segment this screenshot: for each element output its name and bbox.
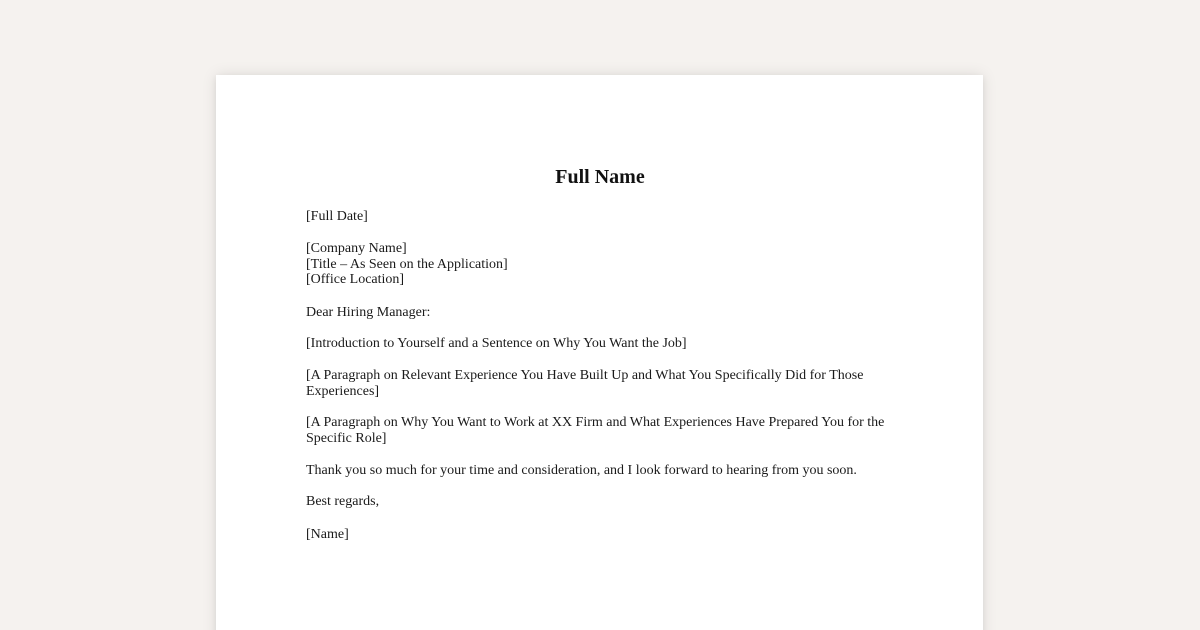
document-title: Full Name <box>555 166 645 188</box>
motivation-paragraph: [A Paragraph on Why You Want to Work at XX Firm and What Experiences Have Prepared You for the Specific Role] <box>306 415 885 446</box>
closing: Best regards, <box>306 494 380 509</box>
salutation: Dear Hiring Manager: <box>306 305 431 320</box>
signature: [Name] <box>306 527 349 542</box>
recipient-office: [Office Location] <box>306 272 405 287</box>
recipient-company: [Company Name] <box>306 241 407 256</box>
letter-date: [Full Date] <box>306 209 368 224</box>
recipient-title: [Title – As Seen on the Application] <box>306 257 508 272</box>
thank-you-paragraph: Thank you so much for your time and consideration, and I look forward to hearing from you soon. <box>306 463 857 478</box>
document-page <box>216 75 983 630</box>
experience-paragraph: [A Paragraph on Relevant Experience You Have Built Up and What You Specifically Did for Those Experiences] <box>306 368 864 399</box>
intro-paragraph: [Introduction to Yourself and a Sentence on Why You Want the Job] <box>306 336 687 351</box>
